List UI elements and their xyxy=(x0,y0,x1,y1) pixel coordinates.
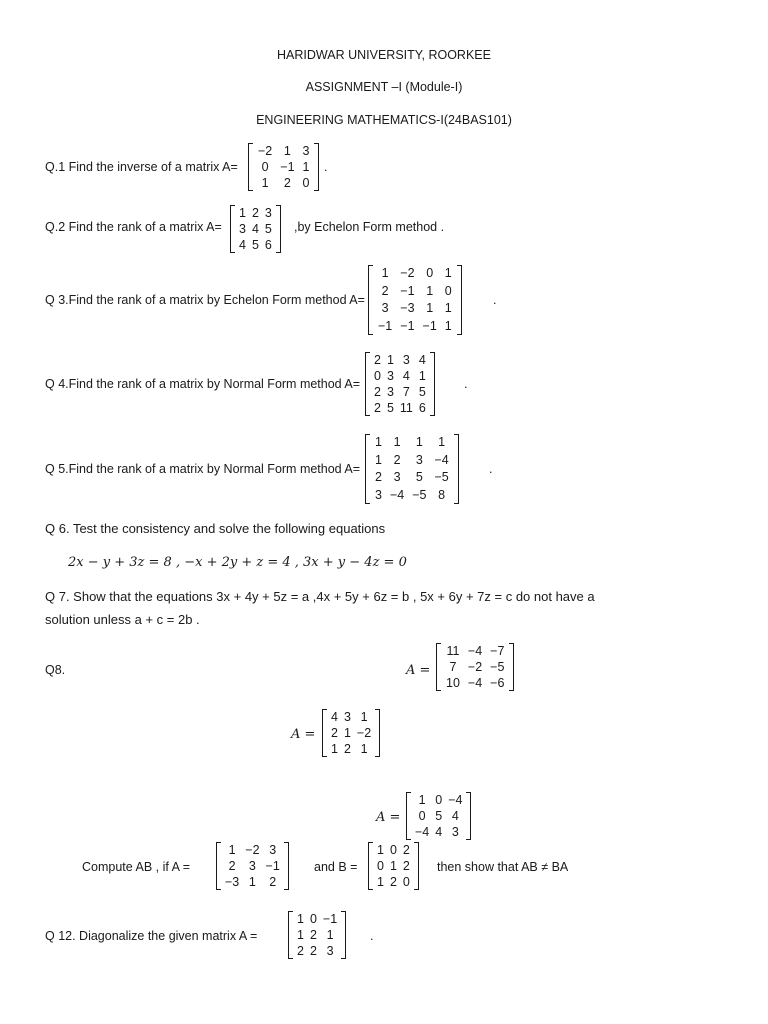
matrix-cell: 1 xyxy=(331,742,338,756)
matrix-row xyxy=(371,400,429,416)
q1-text: Q.1 Find the inverse of a matrix A= xyxy=(45,160,238,174)
q5-matrix xyxy=(365,434,459,504)
matrix-cell: 1 xyxy=(375,452,382,467)
matrix-row xyxy=(254,175,313,191)
matrix-cell: 0 xyxy=(418,809,426,823)
matrix-cell: −4 xyxy=(415,825,430,839)
m2-a-label: A = xyxy=(291,727,316,742)
matrix-cell: 1 xyxy=(418,369,426,383)
matrix-cell: 3 xyxy=(264,206,272,220)
matrix-cell: 4 xyxy=(435,825,443,839)
matrix-cell: −1 xyxy=(378,318,393,333)
matrix-cell: 4 xyxy=(451,809,459,823)
matrix-cell: 1 xyxy=(393,435,401,449)
q8-label: Q8. xyxy=(45,663,66,677)
matrix-cell: 3 xyxy=(343,710,351,724)
course-title: ENGINEERING MATHEMATICS-I(24BAS101) xyxy=(256,113,512,127)
matrix-cell: 1 xyxy=(360,710,368,724)
matrix-cell: −4 xyxy=(448,793,463,807)
matrix-row xyxy=(371,352,429,368)
matrix-cell: 5 xyxy=(264,222,272,236)
matrix-cell: 1 xyxy=(418,793,426,807)
matrix-row xyxy=(328,709,374,725)
matrix-row xyxy=(236,205,275,221)
matrix-cell: 1 xyxy=(389,859,397,873)
matrix-cell: 5 xyxy=(251,238,259,252)
matrix-cell: 0 xyxy=(444,283,452,298)
matrix-cell: 1 xyxy=(386,353,394,367)
q2-text: Q.2 Find the rank of a matrix A= xyxy=(45,220,222,234)
matrix-cell: 5 xyxy=(386,401,394,415)
matrix-cell: 2 xyxy=(374,385,381,399)
q4-text: Q 4.Find the rank of a matrix by Normal Form method A= xyxy=(45,377,361,391)
matrix-cell: 0 xyxy=(309,912,317,926)
matrix-cell: 2 xyxy=(389,875,397,889)
matrix-row xyxy=(294,927,340,943)
matrix-row xyxy=(412,808,465,824)
matrix-cell: 1 xyxy=(297,912,304,926)
matrix-cell: −1 xyxy=(265,859,280,873)
matrix-row xyxy=(254,143,313,159)
matrix-cell: 2 xyxy=(228,859,236,873)
matrix-cell: −2 xyxy=(258,144,273,158)
university-title: HARIDWAR UNIVERSITY, ROORKEE xyxy=(277,48,491,62)
matrix-cell: 6 xyxy=(418,401,426,415)
matrix-row xyxy=(254,159,313,175)
matrix-row xyxy=(236,221,275,237)
matrix-cell: −5 xyxy=(490,660,505,674)
matrix-cell: 1 xyxy=(377,843,384,857)
matrix-row xyxy=(442,659,508,675)
matrix-row xyxy=(412,792,465,808)
matrix-row xyxy=(442,675,508,691)
matrix-cell: −1 xyxy=(422,318,437,333)
matrix-row xyxy=(412,824,465,840)
matrix-cell: −2 xyxy=(245,843,260,857)
matrix-row xyxy=(294,911,340,927)
q5-after: . xyxy=(489,462,493,476)
matrix-cell: 0 xyxy=(374,369,381,383)
matrix-cell: 11 xyxy=(399,401,413,415)
m2-matrix xyxy=(322,709,380,757)
q12-after: . xyxy=(370,929,374,943)
q12-matrix xyxy=(288,911,346,959)
matrix-cell: 3 xyxy=(248,859,256,873)
matrix-cell: 3 xyxy=(386,385,394,399)
matrix-cell: 1 xyxy=(438,435,446,449)
m3-a-label: A = xyxy=(376,810,401,825)
matrix-cell: 3 xyxy=(381,301,389,315)
matrix-cell: 0 xyxy=(426,266,434,280)
matrix-cell: 1 xyxy=(377,875,384,889)
q3-text: Q 3.Find the rank of a matrix by Echelon Form method A= xyxy=(45,293,365,307)
q7-line2: solution unless a + c = 2b . xyxy=(45,612,200,627)
matrix-cell: 1 xyxy=(248,875,256,889)
matrix-row xyxy=(371,368,429,384)
matrix-cell: −4 xyxy=(389,487,405,502)
matrix-cell: 1 xyxy=(297,928,304,942)
matrix-cell: −1 xyxy=(400,318,415,333)
matrix-cell: 1 xyxy=(444,266,452,280)
q12-text: Q 12. Diagonalize the given matrix A = xyxy=(45,929,258,943)
matrix-cell: −2 xyxy=(467,660,483,674)
matrix-cell: −3 xyxy=(400,301,415,315)
q8-matrix xyxy=(436,643,514,691)
matrix-cell: 5 xyxy=(435,809,443,823)
matrix-cell: 2 xyxy=(251,206,259,220)
matrix-cell: 1 xyxy=(444,318,452,333)
matrix-row xyxy=(371,487,453,505)
q8-a-label: A = xyxy=(406,663,431,678)
matrix-row xyxy=(371,452,453,470)
matrix-row xyxy=(294,943,340,959)
matrix-cell: −7 xyxy=(490,644,505,658)
matrix-row xyxy=(374,318,456,336)
matrix-cell: 0 xyxy=(435,793,443,807)
matrix-cell: 2 xyxy=(297,944,304,958)
matrix-cell: 1 xyxy=(239,206,246,220)
matrix-cell: −6 xyxy=(490,676,505,690)
matrix-row xyxy=(371,384,429,400)
matrix-cell: 3 xyxy=(402,353,410,367)
matrix-cell: 4 xyxy=(239,238,246,252)
matrix-cell: 10 xyxy=(446,676,460,690)
q3-matrix xyxy=(368,265,462,335)
matrix-cell: 5 xyxy=(415,470,423,484)
matrix-cell: 2 xyxy=(402,859,410,873)
q2-matrix xyxy=(230,205,281,253)
matrix-cell: −2 xyxy=(356,726,372,740)
matrix-cell: 1 xyxy=(426,301,434,315)
assignment-title: ASSIGNMENT –I (Module-I) xyxy=(305,80,463,94)
matrix-cell: 2 xyxy=(374,401,381,415)
matrix-cell: −2 xyxy=(400,266,415,280)
matrix-row xyxy=(442,643,508,659)
matrix-cell: 3 xyxy=(386,369,394,383)
q6-equations: 2x − y + 3z = 8 , −x + 2y + z = 4 , 3x + y − 4z = 0 xyxy=(68,555,407,570)
matrix-cell: 2 xyxy=(375,470,382,484)
matrix-cell: 4 xyxy=(418,353,426,367)
matrix-cell: 1 xyxy=(360,742,368,756)
matrix-row xyxy=(222,842,283,858)
matrix-cell: 1 xyxy=(444,301,452,315)
matrix-cell: 4 xyxy=(251,222,259,236)
matrix-cell: 3 xyxy=(269,843,277,857)
q5-text: Q 5.Find the rank of a matrix by Normal Form method A= xyxy=(45,462,361,476)
matrix-cell: 4 xyxy=(402,369,410,383)
matrix-cell: 2 xyxy=(269,875,277,889)
matrix-cell: 1 xyxy=(343,726,351,740)
q7-line1: Q 7. Show that the equations 3x + 4y + 5z = a ,4x + 5y + 6z = b , 5x + 6y + 7z = c do not have a xyxy=(45,589,595,604)
matrix-cell: 2 xyxy=(393,452,401,467)
matrix-row xyxy=(371,469,453,487)
matrix-row xyxy=(222,874,283,890)
matrix-row xyxy=(328,741,374,757)
matrix-cell: 1 xyxy=(283,144,291,158)
matrix-cell: −1 xyxy=(400,283,415,298)
matrix-row xyxy=(374,842,413,858)
matrix-cell: 1 xyxy=(426,283,434,298)
matrix-row xyxy=(371,434,453,452)
compute-matrix-a xyxy=(216,842,289,890)
matrix-cell: 11 xyxy=(446,644,460,658)
matrix-cell: 7 xyxy=(449,660,457,674)
q6-text: Q 6. Test the consistency and solve the following equations xyxy=(45,521,386,536)
matrix-cell: 2 xyxy=(283,176,291,190)
matrix-cell: 1 xyxy=(375,435,382,449)
matrix-cell: 1 xyxy=(381,266,389,280)
matrix-cell: 3 xyxy=(451,825,459,839)
matrix-cell: −1 xyxy=(322,912,338,926)
matrix-row xyxy=(374,858,413,874)
matrix-cell: 0 xyxy=(377,859,384,873)
matrix-cell: 5 xyxy=(418,385,426,399)
compute-suffix: then show that AB ≠ BA xyxy=(437,860,569,874)
q3-after: . xyxy=(493,293,497,307)
matrix-cell: −5 xyxy=(412,487,427,502)
matrix-cell: 3 xyxy=(326,944,334,958)
matrix-cell: 8 xyxy=(438,487,446,502)
q4-after: . xyxy=(464,377,468,391)
matrix-cell: −4 xyxy=(467,644,483,658)
q1-matrix xyxy=(248,143,319,191)
matrix-cell: 7 xyxy=(402,385,410,399)
matrix-row xyxy=(328,725,374,741)
m3-matrix xyxy=(406,792,471,840)
matrix-row xyxy=(374,283,456,301)
q1-after: . xyxy=(324,160,328,174)
matrix-cell: 0 xyxy=(302,176,310,190)
matrix-cell: 1 xyxy=(228,843,236,857)
matrix-cell: 3 xyxy=(239,222,246,236)
matrix-cell: 2 xyxy=(309,928,317,942)
matrix-cell: −4 xyxy=(467,676,483,690)
matrix-row xyxy=(222,858,283,874)
matrix-cell: 2 xyxy=(402,843,410,857)
matrix-cell: 3 xyxy=(302,144,310,158)
q4-matrix xyxy=(365,352,435,416)
matrix-cell: 1 xyxy=(415,435,423,449)
compute-matrix-b xyxy=(368,842,419,890)
compute-mid: and B = xyxy=(314,860,358,874)
matrix-cell: 0 xyxy=(402,875,410,889)
matrix-cell: 1 xyxy=(326,928,334,942)
matrix-cell: −1 xyxy=(280,160,295,174)
matrix-cell: −5 xyxy=(434,470,449,484)
matrix-cell: 2 xyxy=(343,742,351,756)
matrix-cell: 2 xyxy=(374,353,381,367)
q2-after: ,by Echelon Form method . xyxy=(294,220,445,234)
matrix-cell: −3 xyxy=(225,875,240,889)
matrix-cell: 6 xyxy=(264,238,272,252)
matrix-cell: 3 xyxy=(375,487,382,502)
matrix-row xyxy=(374,265,456,283)
matrix-cell: −4 xyxy=(434,452,449,467)
matrix-cell: 2 xyxy=(309,944,317,958)
matrix-row xyxy=(236,237,275,253)
matrix-cell: 3 xyxy=(415,452,423,467)
matrix-cell: 4 xyxy=(331,710,338,724)
matrix-cell: 2 xyxy=(331,726,338,740)
matrix-row xyxy=(374,300,456,318)
matrix-cell: 1 xyxy=(261,176,269,190)
matrix-cell: 3 xyxy=(393,470,401,484)
matrix-row xyxy=(374,874,413,890)
matrix-cell: 2 xyxy=(381,283,389,298)
matrix-cell: 1 xyxy=(302,160,310,174)
matrix-cell: 0 xyxy=(389,843,397,857)
compute-prefix: Compute AB , if A = xyxy=(82,860,191,874)
matrix-cell: 0 xyxy=(261,160,269,174)
